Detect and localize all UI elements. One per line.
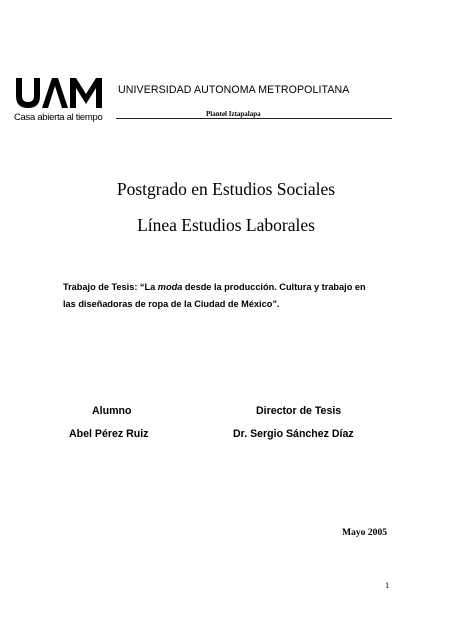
program-title: Postgrado en Estudios Sociales <box>116 179 336 199</box>
thesis-title-line-1 <box>63 279 393 296</box>
program-line: Línea Estudios Laborales <box>137 215 315 235</box>
thesis-title-rest: desde la producción. Cultura y trabajo en <box>182 282 366 292</box>
thesis-title <box>63 279 393 313</box>
student-name: Abel Pérez Ruiz <box>69 428 149 440</box>
uam-logo-icon <box>14 74 106 110</box>
campus-name: Plantel Iztapalapa <box>206 110 261 118</box>
page-number: 1 <box>385 580 390 590</box>
logo-tagline: Casa abierta al tiempo <box>14 112 103 123</box>
advisor-label: Director de Tesis <box>256 405 342 417</box>
thesis-prefix: Trabajo de Tesis: “La <box>63 282 158 292</box>
university-name: UNIVERSIDAD AUTONOMA METROPOLITANA <box>118 84 350 96</box>
header-divider <box>116 118 392 119</box>
student-label: Alumno <box>92 405 132 417</box>
date: Mayo 2005 <box>342 527 388 538</box>
uam-logo <box>14 74 106 124</box>
thesis-italic-word: moda <box>157 282 183 292</box>
advisor-name: Dr. Sergio Sánchez Díaz <box>233 428 354 440</box>
thesis-title-line-2: las diseñadoras de ropa de la Ciudad de México”. <box>63 299 280 309</box>
